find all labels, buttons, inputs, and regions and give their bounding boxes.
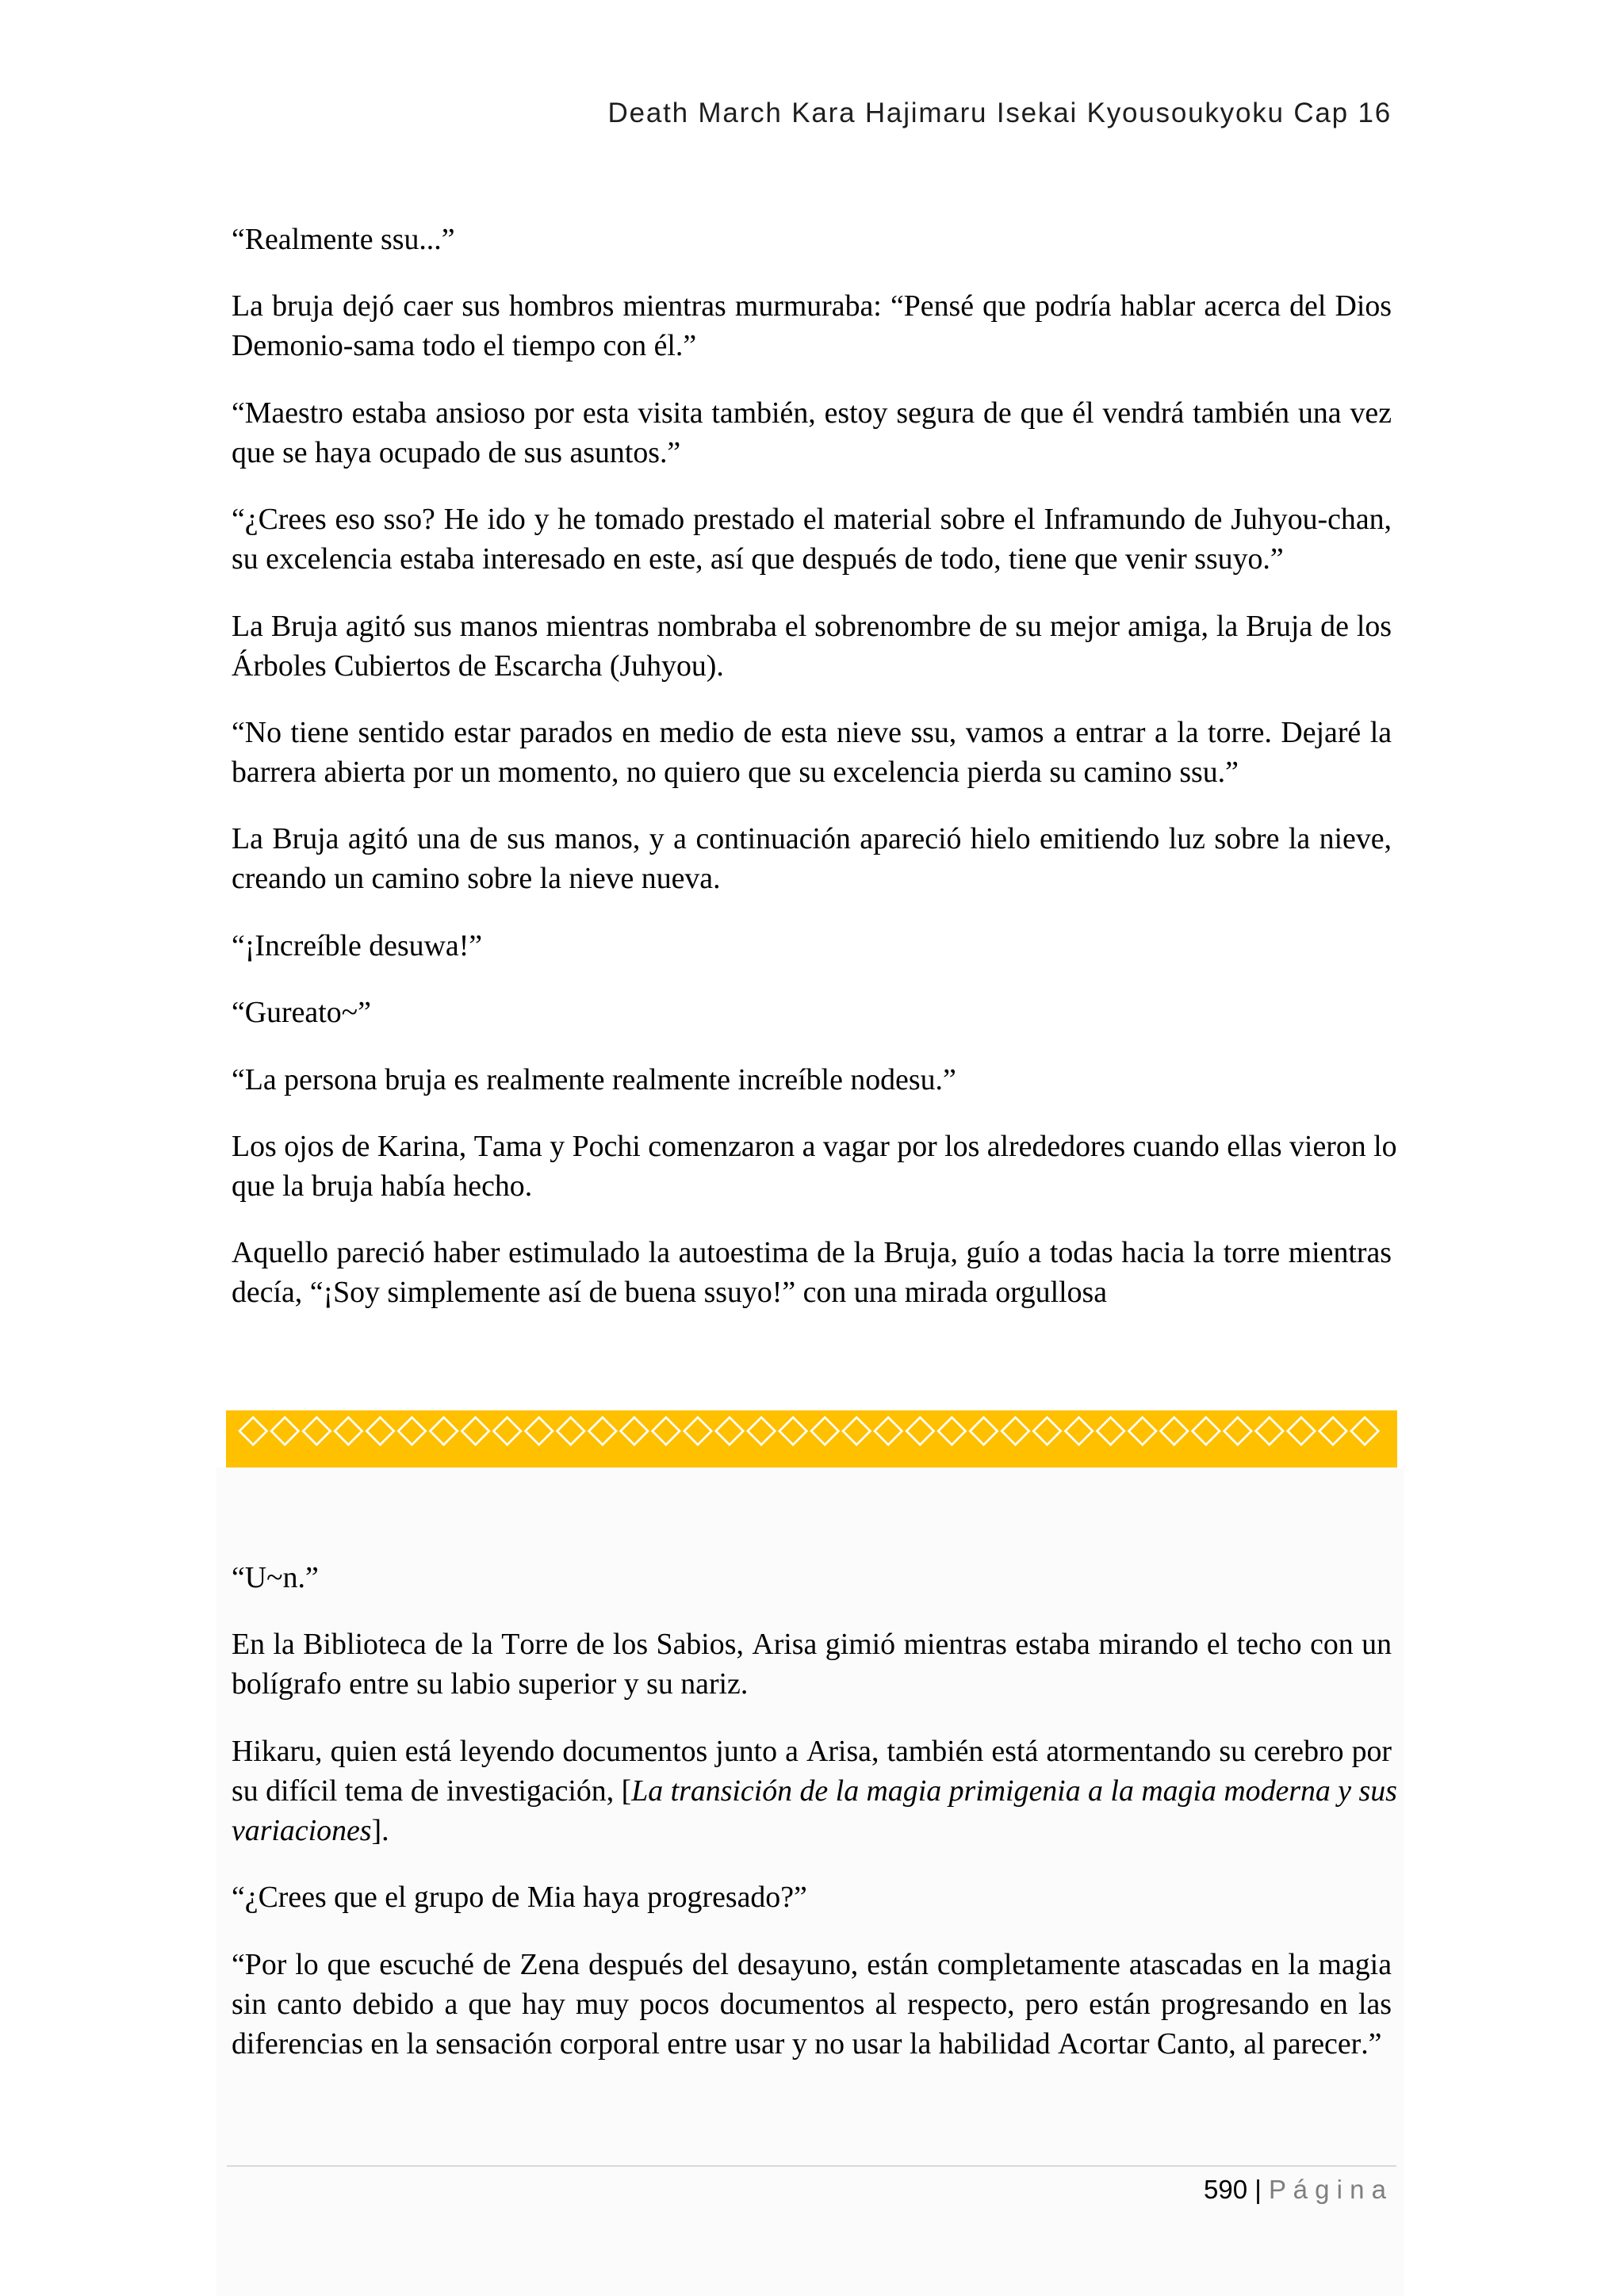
- text-line: [232, 1811, 1392, 1850]
- text-line: sin canto debido a que hay muy pocos documentos al respecto, pero están progresando en las: [232, 1987, 1392, 2021]
- text-line: “La persona bruja es realmente realmente increíble nodesu.”: [232, 1062, 956, 1096]
- text-line: Los ojos de Karina, Tama y Pochi comenzaron a vagar por los alrededores cuando ellas vieron lo: [232, 1129, 1397, 1163]
- paragraph: [232, 220, 1392, 259]
- italic-title-segment: variaciones: [232, 1813, 372, 1847]
- footer-rule: [227, 2165, 1396, 2167]
- paragraph: [232, 1060, 1392, 1100]
- page-number: 590: [1204, 2175, 1248, 2204]
- text-line: La Bruja agitó sus manos mientras nombraba el sobrenombre de su mejor amiga, la Bruja de los: [232, 609, 1392, 643]
- text-line: “U~n.”: [232, 1561, 319, 1594]
- text-section-2: [232, 1558, 1397, 2091]
- text-line: bolígrafo entre su labio superior y su nariz.: [232, 1667, 749, 1701]
- text-line: “No tiene sentido estar parados en medio de esta nieve ssu, vamos a entrar a la torre. Dejaré la: [232, 715, 1392, 749]
- text-line: “¿Crees que el grupo de Mia haya progresado?”: [232, 1881, 807, 1915]
- text-segment: Hikaru, quien está leyendo documentos junto a Arisa, también está atormentando su cerebro por: [232, 1734, 1392, 1768]
- text-line: que la bruja había hecho.: [232, 1169, 533, 1203]
- text-line: decía, “¡Soy simplemente así de buena ssuyo!” con una mirada orgullosa: [232, 1276, 1108, 1310]
- text-line: diferencias en la sensación corporal entre usar y no usar la habilidad Acortar Canto, al parecer.”: [232, 2026, 1382, 2061]
- paragraph: [232, 1877, 1392, 1917]
- paragraph: [232, 993, 1392, 1032]
- paragraph: [232, 1558, 1392, 1598]
- text-line: “¿Crees eso sso? He ido y he tomado prestado el material sobre el Inframundo de Juhyou-chan,: [232, 503, 1392, 537]
- text-line: Demonio-sama todo el tiempo con él.”: [232, 329, 697, 363]
- running-header: Death March Kara Hajimaru Isekai Kyousoukyoku Cap 16: [607, 98, 1392, 128]
- scene-divider-band: [226, 1410, 1397, 1468]
- paragraph: [232, 393, 1392, 473]
- text-line: Aquello pareció haber estimulado la autoestima de la Bruja, guío a todas hacia la torre mientras: [232, 1236, 1392, 1270]
- text-line: [232, 1771, 1397, 1811]
- paragraph: [232, 713, 1392, 792]
- footer-separator: |: [1254, 2175, 1262, 2204]
- text-segment: ].: [371, 1813, 389, 1847]
- paragraph: [232, 1233, 1392, 1312]
- paragraph: [232, 1945, 1392, 2064]
- diamond-row-icon: ◇◇◇◇◇◇◇◇◇◇◇◇◇◇◇◇◇◇◇◇◇◇◇◇◇◇◇◇◇◇◇◇◇◇◇◇: [238, 1410, 1381, 1451]
- paragraph: [232, 607, 1392, 686]
- text-line: “¡Increíble desuwa!”: [232, 928, 483, 962]
- text-line: “Gureato~”: [232, 996, 371, 1030]
- paragraph: [232, 819, 1392, 898]
- paragraph: [232, 1624, 1392, 1704]
- text-line: [232, 1732, 1392, 1771]
- page-label: P á g i n a: [1268, 2175, 1386, 2204]
- paragraph: [232, 1732, 1397, 1850]
- text-line: La Bruja agitó una de sus manos, y a continuación apareció hielo emitiendo luz sobre la nieve,: [232, 822, 1392, 856]
- text-line: “Realmente ssu...”: [232, 223, 455, 256]
- text-line: barrera abierta por un momento, no quiero que su excelencia pierda su camino ssu.”: [232, 755, 1239, 789]
- text-line: Árboles Cubiertos de Escarcha (Juhyou).: [232, 649, 724, 683]
- text-line: que se haya ocupado de sus asuntos.”: [232, 435, 681, 469]
- text-line: En la Biblioteca de la Torre de los Sabios, Arisa gimió mientras estaba mirando el techo con un: [232, 1628, 1392, 1662]
- text-line: su excelencia estaba interesado en este, así que después de todo, tiene que venir ssuyo.”: [232, 542, 1284, 576]
- text-segment: su difícil tema de investigación, [: [232, 1774, 632, 1808]
- text-line: La bruja dejó caer sus hombros mientras murmuraba: “Pensé que podría hablar acerca del Dios: [232, 289, 1392, 323]
- text-line: creando un camino sobre la nieve nueva.: [232, 862, 721, 896]
- italic-title-segment: La transición de la magia primigenia a la magia moderna y sus: [631, 1774, 1397, 1808]
- page-footer: [1204, 2174, 1386, 2206]
- text-line: “Maestro estaba ansioso por esta visita también, estoy segura de que él vendrá también una vez: [232, 396, 1392, 430]
- paragraph: [232, 286, 1392, 365]
- text-section-1: [232, 220, 1397, 1340]
- paragraph: [232, 1127, 1397, 1206]
- text-line: “Por lo que escuché de Zena después del desayuno, están completamente atascadas en la magia: [232, 1947, 1392, 1981]
- paragraph: [232, 499, 1392, 579]
- paragraph: [232, 926, 1392, 966]
